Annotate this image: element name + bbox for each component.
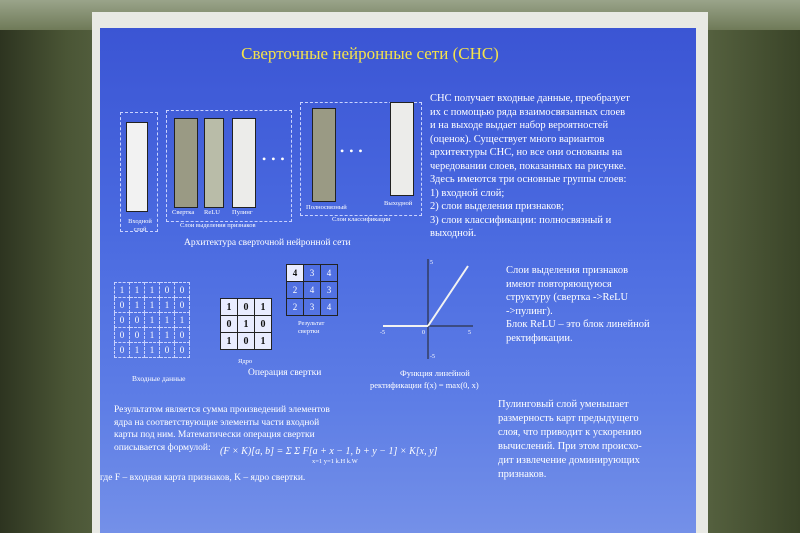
grid-cell: 0 — [115, 298, 130, 313]
result-cell: 3 — [321, 282, 338, 299]
pooling-line: признаков. — [498, 469, 547, 480]
relu-tick-top: 5 — [430, 260, 433, 266]
input-data-caption: Входные данные — [132, 374, 186, 383]
explanation-line: карты под ним. Математически операция свертки — [114, 430, 315, 440]
grid-cell: 0 — [115, 328, 130, 343]
result-cell: 4 — [304, 282, 321, 299]
relu-caption-1: Функция линейной — [400, 368, 470, 378]
conv-label: Свертка — [172, 209, 195, 216]
result-cell: 4 — [287, 265, 304, 282]
classif-group-label: Слои классификации — [332, 216, 391, 223]
grid-cell: 0 — [130, 313, 145, 328]
grid-cell: 1 — [115, 283, 130, 298]
grid-cell: 0 — [160, 343, 175, 358]
relu-label: ReLU — [204, 209, 220, 216]
relu-tick-right: 5 — [468, 330, 471, 336]
grid-cell: 1 — [130, 298, 145, 313]
explanation-line: Результатом является сумма произведений элементов — [114, 405, 330, 415]
explanation-line: описывается формулой: — [114, 442, 211, 453]
result-cell: 3 — [304, 299, 321, 316]
convolution-caption: Операция свертки — [248, 368, 322, 378]
kernel-cell: 0 — [238, 299, 255, 316]
grid-cell: 1 — [130, 283, 145, 298]
grid-cell: 0 — [175, 328, 190, 343]
intro-line: архитектуры СНС, но все они основаны на — [430, 147, 623, 158]
intro-line: 2) слои выделения признаков; — [430, 201, 564, 212]
pooling-line: слоя, что приводит к ускорению — [498, 427, 642, 438]
intro-line: и на выходе выдает набор вероятностей — [430, 120, 609, 131]
slide — [100, 28, 696, 533]
result-cell: 3 — [304, 265, 321, 282]
kernel-cell: 0 — [255, 316, 272, 333]
grid-cell: 1 — [160, 298, 175, 313]
grid-cell: 1 — [145, 313, 160, 328]
grid-cell: 1 — [130, 343, 145, 358]
grid-cell: 1 — [160, 328, 175, 343]
intro-line: их с помощью ряда взаимосвязанных слоев — [430, 106, 626, 118]
feature-dots: • • • — [262, 152, 286, 166]
kernel-cell: 0 — [238, 333, 255, 350]
relu-plot — [378, 254, 478, 364]
grid-cell: 0 — [175, 343, 190, 358]
note-line: структуру (свертка ->ReLU — [506, 292, 629, 303]
note-line: Блок ReLU – это блок линейной — [506, 319, 650, 330]
feature-group-label: Слои выделения признаков — [180, 222, 256, 229]
input-grid — [114, 282, 190, 358]
intro-line: чередовании слоев, показанных на рисунке. — [430, 160, 627, 172]
grid-cell: 0 — [160, 283, 175, 298]
note-line: Слои выделения признаков — [506, 265, 629, 276]
intro-text — [430, 92, 690, 241]
grid-cell: 0 — [130, 328, 145, 343]
kernel-cell: 1 — [221, 333, 238, 350]
classif-dots: • • • — [340, 144, 364, 158]
input-layer-bar — [126, 122, 148, 212]
result-grid — [286, 264, 338, 316]
intro-line: 3) слои классификации: полносвязный и — [430, 214, 612, 226]
fc-label: Полносвязный — [306, 204, 347, 211]
relu-caption-2: ректификации f(x) = max(0, x) — [370, 380, 479, 390]
relu-layer-bar — [204, 118, 224, 208]
kernel-cell: 1 — [221, 299, 238, 316]
intro-line: (оценок). Существует много вариантов — [430, 133, 605, 145]
explanation-line: ядра на соответствующие элементы части входной — [114, 417, 320, 428]
pooling-note — [498, 398, 688, 482]
kernel-cell: 1 — [238, 316, 255, 333]
relu-tick-bottom: -5 — [430, 354, 435, 360]
kernel-cell: 1 — [255, 299, 272, 316]
intro-line: СНС получает входные данные, преобразует — [430, 93, 630, 104]
slide-title: Сверточные нейронные сети (СНС) — [241, 44, 499, 63]
result-cell: 4 — [321, 265, 338, 282]
convolution-formula: (F × K)[a, b] = Σ Σ F[a + x − 1, b + y − 1] × K[x, y] — [220, 446, 438, 457]
output-label: Выходной — [384, 200, 413, 207]
grid-cell: 1 — [145, 283, 160, 298]
kernel-cell: 1 — [255, 333, 272, 350]
fc-layer-bar — [312, 108, 336, 202]
formula-limits: x=1 y=1 k.H k.W — [312, 458, 358, 465]
formula-legend: где F – входная карта признаков, K – ядро свертки. — [100, 473, 306, 483]
pool-layer-bar — [232, 118, 256, 208]
conv-layer-bar — [174, 118, 198, 208]
pooling-line: размерность карт предыдущего — [498, 413, 639, 424]
grid-cell: 1 — [145, 298, 160, 313]
grid-cell: 1 — [145, 343, 160, 358]
input-layer-label: Входной слой — [128, 218, 152, 233]
feature-layers-note — [506, 264, 686, 345]
grid-cell: 0 — [175, 298, 190, 313]
intro-line: выходной. — [430, 228, 477, 239]
result-cell: 2 — [287, 282, 304, 299]
kernel-caption: Ядро — [238, 358, 253, 365]
grid-cell: 0 — [115, 343, 130, 358]
relu-tick-left: -5 — [380, 330, 385, 336]
pooling-line: Пулинговый слой уменьшает — [498, 399, 629, 410]
intro-line: 1) входной слой; — [430, 187, 505, 199]
note-line: имеют повторяющуюся — [506, 278, 612, 290]
note-line: ректификации. — [506, 332, 573, 344]
pooling-line: вычислений. При этом происхо- — [498, 441, 642, 452]
grid-cell: 1 — [175, 313, 190, 328]
result-caption: Результат свертки — [298, 320, 325, 335]
pooling-line: дит извлечение доминирующих — [498, 455, 640, 466]
architecture-caption: Архитектура сверточной нейронной сети — [184, 238, 351, 248]
grid-cell: 0 — [115, 313, 130, 328]
kernel-cell: 0 — [221, 316, 238, 333]
grid-cell: 0 — [175, 283, 190, 298]
intro-line: Здесь имеются три основные группы слоев: — [430, 174, 627, 185]
result-cell: 4 — [321, 299, 338, 316]
result-cell: 2 — [287, 299, 304, 316]
output-layer-bar — [390, 102, 414, 196]
grid-cell: 1 — [145, 328, 160, 343]
relu-tick-zero: 0 — [422, 330, 425, 336]
grid-cell: 1 — [160, 313, 175, 328]
note-line: ->пулинг). — [506, 305, 553, 317]
pool-label: Пулинг — [232, 209, 253, 216]
kernel-grid — [220, 298, 272, 350]
